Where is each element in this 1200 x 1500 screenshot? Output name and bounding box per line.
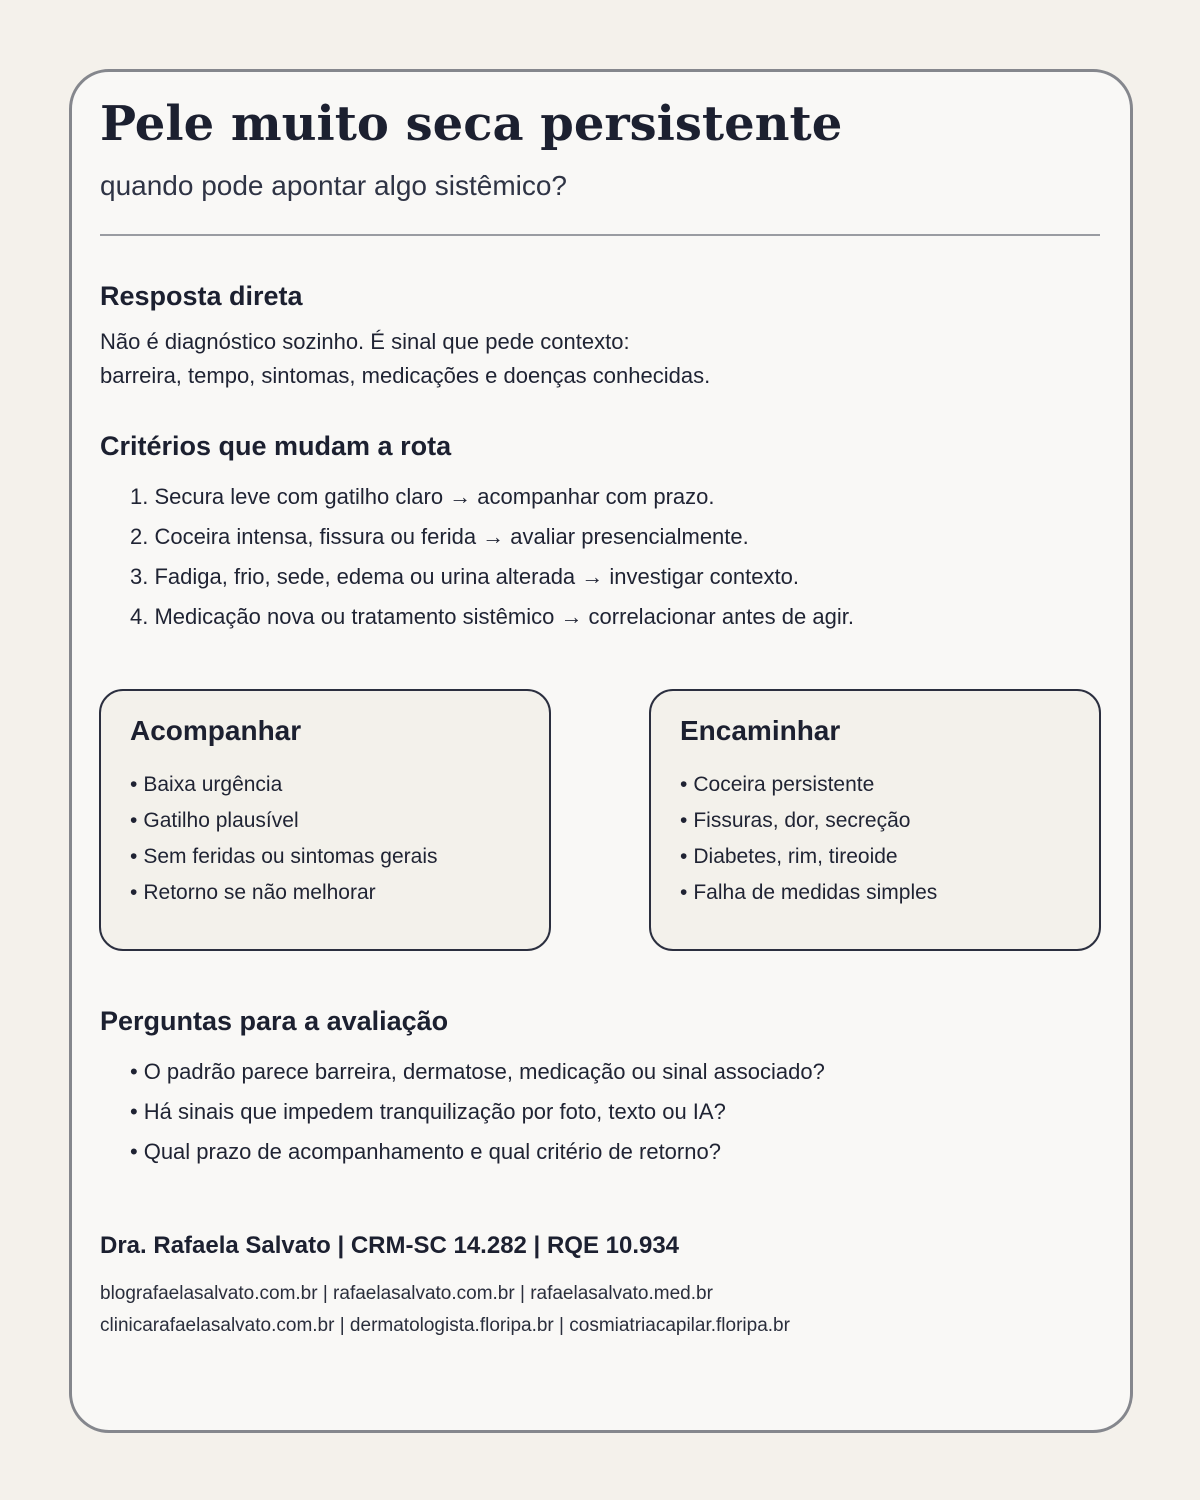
page-title: Pele muito seca persistente	[100, 96, 843, 152]
questions-heading: Perguntas para a avaliação	[100, 1006, 449, 1036]
bullet-icon: •	[680, 845, 688, 868]
bullet-icon: •	[130, 1059, 138, 1084]
question-item	[130, 1132, 825, 1172]
follow-up-item-text: Sem feridas ou sintomas gerais	[143, 845, 438, 868]
question-item-text: Há sinais que impedem tranquilização por foto, texto ou IA?	[143, 1099, 726, 1124]
footer-links	[100, 1278, 790, 1342]
criteria-heading: Critérios que mudam a rota	[100, 431, 452, 461]
bullet-icon: •	[130, 1139, 138, 1164]
referral-item	[680, 875, 937, 911]
follow-up-item	[130, 875, 438, 911]
referral-box	[649, 689, 1101, 951]
follow-up-item	[130, 803, 438, 839]
direct-answer-heading: Resposta direta	[100, 281, 303, 311]
follow-up-box	[99, 689, 551, 951]
criteria-item: 1. Secura leve com gatilho claro → acompanhar com prazo.	[130, 484, 715, 509]
direct-answer-line: barreira, tempo, sintomas, medicações e doenças conhecidas.	[100, 363, 711, 388]
bullet-icon: •	[680, 809, 688, 832]
bullet-icon: •	[130, 1099, 138, 1124]
follow-up-item-text: Retorno se não melhorar	[143, 881, 376, 904]
referral-title: Encaminhar	[680, 715, 841, 746]
referral-item-text: Fissuras, dor, secreção	[693, 809, 911, 832]
bullet-icon: •	[130, 881, 138, 904]
follow-up-item	[130, 839, 438, 875]
criteria-item: 3. Fadiga, frio, sede, edema ou urina alterada → investigar contexto.	[130, 564, 799, 589]
follow-up-list	[130, 767, 438, 911]
follow-up-item-text: Gatilho plausível	[143, 809, 299, 832]
referral-item	[680, 803, 937, 839]
question-item-text: O padrão parece barreira, dermatose, medicação ou sinal associado?	[143, 1059, 825, 1084]
criteria-list	[130, 477, 854, 637]
bullet-icon: •	[680, 773, 688, 796]
bullet-icon: •	[130, 809, 138, 832]
question-item-text: Qual prazo de acompanhamento e qual critério de retorno?	[143, 1139, 721, 1164]
bullet-icon: •	[130, 773, 138, 796]
criteria-item: 2. Coceira intensa, fissura ou ferida → avaliar presencialmente.	[130, 524, 749, 549]
follow-up-title: Acompanhar	[130, 715, 302, 746]
footer-links-line: clinicarafaelasalvato.com.br | dermatologista.floripa.br | cosmiatriacapilar.floripa.br	[100, 1315, 790, 1336]
bullet-icon: •	[130, 845, 138, 868]
page-subtitle: quando pode apontar algo sistêmico?	[100, 170, 568, 201]
referral-item-text: Falha de medidas simples	[693, 881, 938, 904]
direct-answer-text	[100, 325, 710, 393]
author-credentials: Dra. Rafaela Salvato | CRM-SC 14.282 | RQE 10.934	[100, 1232, 680, 1259]
questions-list	[130, 1052, 825, 1172]
divider	[100, 234, 1100, 236]
footer-links-line: blografaelasalvato.com.br | rafaelasalvato.com.br | rafaelasalvato.med.br	[100, 1283, 713, 1304]
question-item	[130, 1092, 825, 1132]
criteria-item: 4. Medicação nova ou tratamento sistêmico → correlacionar antes de agir.	[130, 604, 854, 629]
referral-item	[680, 839, 937, 875]
follow-up-item-text: Baixa urgência	[143, 773, 283, 796]
referral-item-text: Diabetes, rim, tireoide	[693, 845, 898, 868]
referral-item	[680, 767, 937, 803]
direct-answer-line: Não é diagnóstico sozinho. É sinal que pede contexto:	[100, 329, 630, 354]
bullet-icon: •	[680, 881, 688, 904]
referral-list	[680, 767, 937, 911]
follow-up-item	[130, 767, 438, 803]
referral-item-text: Coceira persistente	[693, 773, 875, 796]
question-item	[130, 1052, 825, 1092]
